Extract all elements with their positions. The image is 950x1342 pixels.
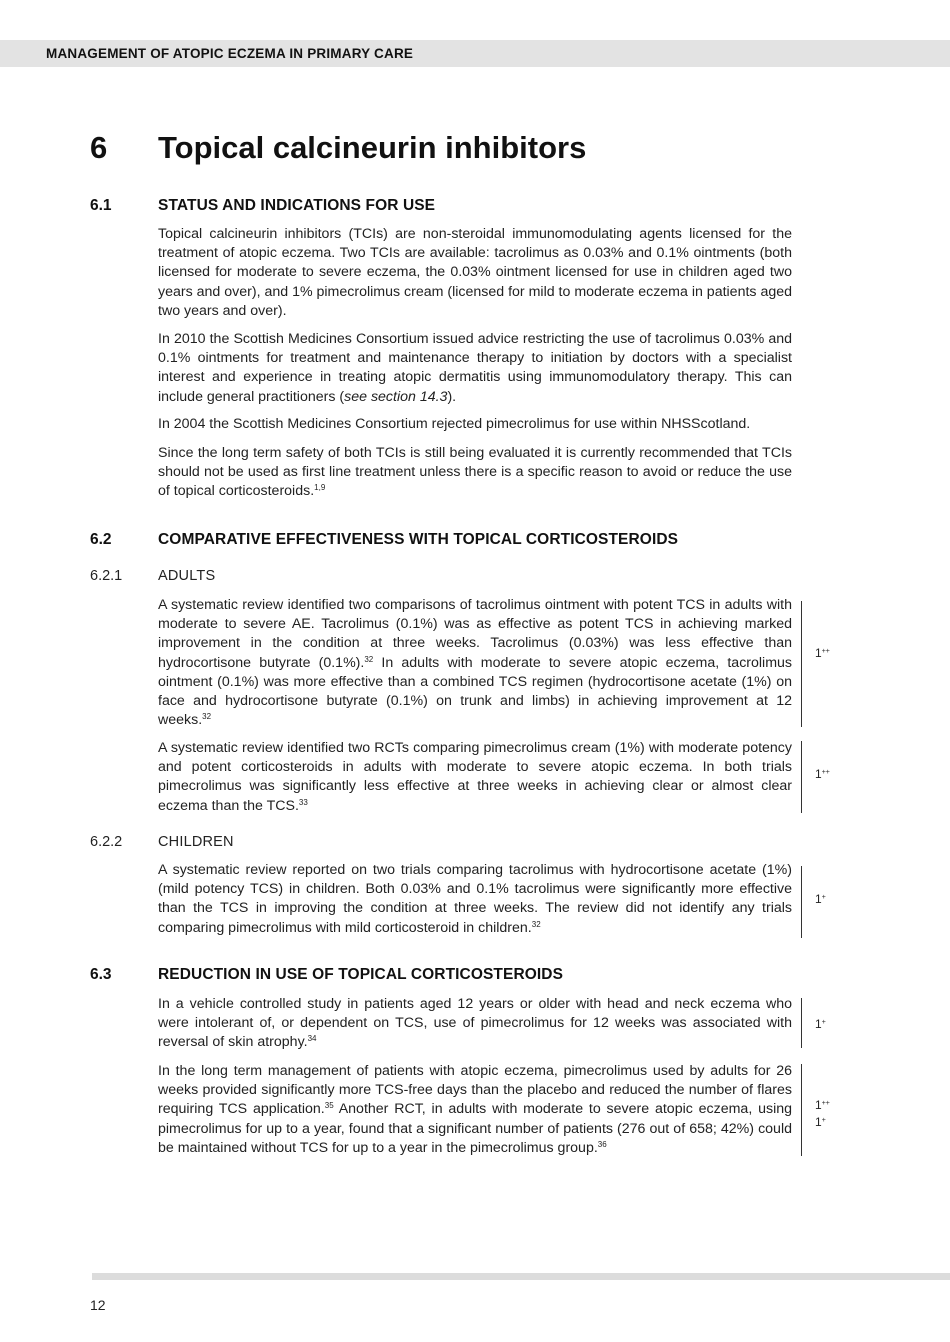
running-header-title: MANAGEMENT OF ATOPIC ECZEMA IN PRIMARY CARE	[46, 46, 414, 61]
evidence-level: 1++	[815, 1098, 830, 1112]
paragraph-6-1-a: Topical calcineurin inhibitors (TCIs) are non-steroidal immunomodulating agents licensed for the treatment of atopic eczema. Two TCIs are available: tacrolimus as 0.03% and 0.1% ointments (both licensed for moderate to severe eczema, the 0.03% ointment licensed for use in children aged two years and over), and 1% pimecrolimus cream (licensed for mild to moderate eczema in patients aged two years and over).	[158, 226, 793, 319]
paragraph-6-1-d: Since the long term safety of both TCIs is still being evaluated it is currently recommended that TCIs should not be used as first line treatment unless there is a specific reason to avoid or reduce the use of topical corticosteroids.$^{1,9}$	[158, 445, 792, 500]
section-6-2-title: COMPARATIVE EFFECTIVENESS WITH TOPICAL CORTICOSTEROIDS	[158, 531, 679, 548]
citation: 34	[307, 1034, 317, 1044]
evidence-level: 1+	[815, 892, 826, 906]
evidence-bar	[801, 601, 802, 727]
paragraph-6-3-b: In the long term management of patients with atopic eczema, pimecrolimus used by adults for 26 weeks provided significantly more TCS-free days than the placebo and reduced the number of flares requiring TCS application.$^{35}$ Another RCT, in adults with moderate to severe atopic eczema, using pimecrolimus for up to a year, found that a significant number of patients (276 out of 658; 42%) could be maintained without TCS for up to a year in the pimecrolimus group.$^{36}$	[158, 1063, 793, 1156]
section-6-3-number: 6.3	[90, 966, 112, 983]
section-6-2-number: 6.2	[90, 531, 112, 548]
citation: 33	[298, 797, 308, 807]
paragraph-6-1-c: In 2004 the Scottish Medicines Consortium rejected pimecrolimus for use within NHSScotland.	[158, 416, 751, 432]
evidence-level: 1++	[815, 646, 830, 660]
subsection-6-2-2-number: 6.2.2	[90, 834, 123, 850]
subsection-6-2-2-title: CHILDREN	[158, 834, 234, 850]
paragraph-6-2-1-a: A systematic review identified two comparisons of tacrolimus ointment with potent TCS in adults with moderate to severe AE. Tacrolimus (0.1%) was as effective as potent TCS in achieving marked improvement in the condition at three weeks. Tacrolimus (0.03%) was less effective than hydrocortisone butyrate (0.1%).$^{32}$ In adults with moderate to severe atopic eczema, tacrolimus ointment (0.1%) was more effective than a combined TCS regimen (hydrocortisone acetate (1%) on face and hydrocortisone butyrate (0.1%) on trunk and limbs) in achieving improvement at 12 weeks.$^{32}$	[158, 597, 793, 729]
citation: 35	[324, 1101, 334, 1111]
citation: 32	[364, 654, 374, 664]
paragraph-6-1-b: In 2010 the Scottish Medicines Consortium issued advice restricting the use of tacrolimus 0.03% and 0.1% ointments for treatment and maintenance therapy to initiation by doctors with a specialist interest and experience in treating atopic dermatitis using immunomodulatory therapy. This can include general practitioners (see section 14.3).	[158, 331, 792, 405]
evidence-bar	[801, 866, 802, 938]
evidence-level: 1+	[815, 1017, 826, 1031]
evidence-level: 1++	[815, 767, 830, 781]
page-number: 12	[90, 1297, 106, 1313]
evidence-bar	[801, 1064, 802, 1156]
evidence-bar	[801, 998, 802, 1048]
paragraph-6-2-2-a: A systematic review reported on two trials comparing tacrolimus with hydrocortisone acetate (1%) (mild potency TCS) in children. Both 0.03% and 0.1% tacrolimus were significantly more effective than the TCS in improving the condition at three weeks. The review did not identify any trials comparing pimecrolimus with mild corticosteroid in children.$^{32}$	[158, 862, 792, 936]
subsection-6-2-1-number: 6.2.1	[90, 568, 123, 584]
section-6-1-number: 6.1	[90, 197, 112, 214]
citation: 32	[531, 919, 541, 929]
subsection-6-2-1-title: ADULTS	[158, 568, 216, 584]
section-6-3-title: REDUCTION IN USE OF TOPICAL CORTICOSTEROIDS	[158, 966, 564, 983]
citation: 1,9	[314, 483, 326, 493]
paragraph-6-2-1-b: A systematic review identified two RCTs comparing pimecrolimus cream (1%) with moderate potency and potent corticosteroids in adults with moderate to severe atopic eczema. In both trials pimecrolimus was significantly less effective at three weeks in achieving clear or almost clear eczema than the TCS.$^{33}$	[158, 740, 792, 814]
section-6-1-title: STATUS AND INDICATIONS FOR USE	[158, 197, 436, 214]
footer-bar	[92, 1273, 950, 1280]
paragraph-6-3-a: In a vehicle controlled study in patients aged 12 years or older with head and neck eczema who were intolerant of, or dependent on TCS, use of pimecrolimus for 12 weeks was associated with reversal of skin atrophy.$^{34}$	[158, 996, 792, 1051]
section-reference-link: see section 14.3	[344, 388, 448, 405]
evidence-level: 1+	[815, 1115, 826, 1129]
citation: 32	[202, 712, 212, 722]
chapter-title: Topical calcineurin inhibitors	[158, 130, 587, 165]
evidence-bar	[801, 741, 802, 813]
citation: 36	[597, 1139, 607, 1149]
chapter-number: 6	[90, 130, 108, 165]
